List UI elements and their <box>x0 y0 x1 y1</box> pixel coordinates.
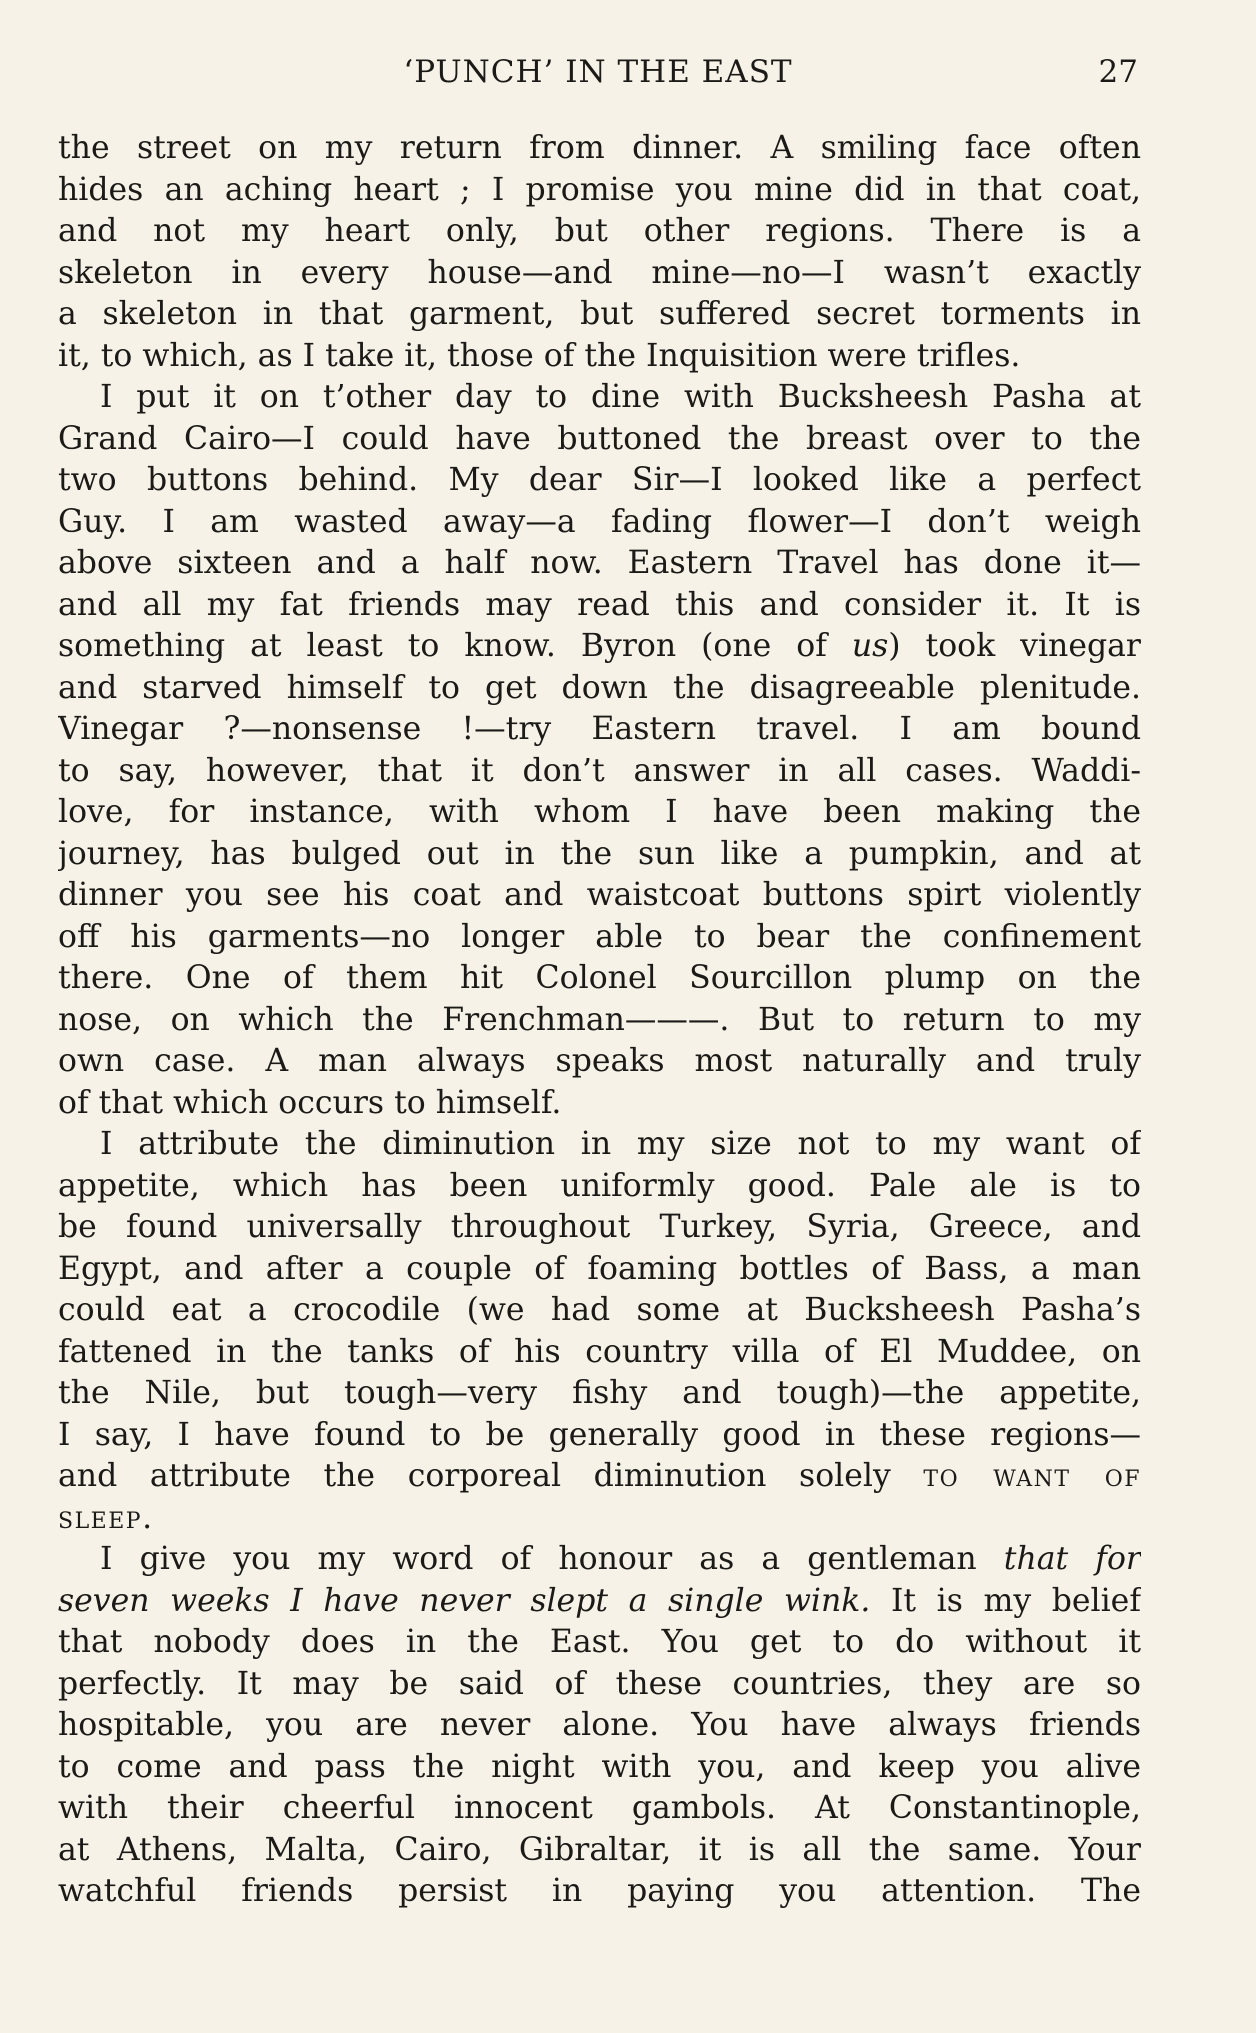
paragraph-start-line: I give you my word of honour as a gentleman that for <box>100 1541 1141 1577</box>
text-line: Egypt, and after a couple of foaming bottles of Bass, a man <box>58 1250 1141 1287</box>
text-line: fattened in the tanks of his country villa of El Muddee, on <box>58 1333 1141 1370</box>
body-text <box>58 128 1141 1913</box>
text-line: love, for instance, with whom I have been making the <box>58 794 1141 830</box>
text-line: and not my heart only, but other regions. There is a <box>58 213 1141 249</box>
text-line: own case. A man always speaks most naturally and truly <box>58 1043 1141 1079</box>
text-line: and attribute the corporeal diminution solely to want of <box>58 1458 1141 1494</box>
text-line: the Nile, but tough—very fishy and tough)—the appetite, <box>58 1375 1141 1411</box>
text-line: I say, I have found to be generally good in these regions— <box>58 1416 1141 1453</box>
text-line: appetite, which has been uniformly good. Pale ale is to <box>58 1167 1141 1204</box>
text-line: skeleton in every house—and mine—no—I wasn’t exactly <box>58 254 1141 291</box>
text-line: be found universally throughout Turkey, Syria, Greece, and <box>58 1209 1141 1245</box>
paragraph-start-line: I attribute the diminution in my size not to my want of <box>100 1126 1141 1162</box>
text-line: to come and pass the night with you, and keep you alive <box>58 1748 1141 1785</box>
text-line: above sixteen and a half now. Eastern Travel has done it— <box>58 545 1141 581</box>
paragraph-start-line: I put it on t’other day to dine with Bucksheesh Pasha at <box>100 379 1141 415</box>
text-line: something at least to know. Byron (one of us) took vinegar <box>58 628 1141 664</box>
text-line: a skeleton in that garment, but suffered secret torments in <box>58 296 1141 332</box>
text-line: it, to which, as I take it, those of the Inquisition were trifles. <box>58 337 1021 374</box>
text-line: and all my fat friends may read this and consider it. It is <box>58 586 1141 623</box>
smallcaps-want-of: to want of <box>923 1458 1141 1494</box>
italic-that-for: that for <box>1003 1541 1141 1577</box>
text-line: with their cheerful innocent gambols. At Constantinople, <box>58 1790 1141 1826</box>
page-header <box>58 50 1138 94</box>
smallcaps-sleep: sleep. <box>58 1499 154 1536</box>
text-line: Vinegar ?—nonsense !—try Eastern travel. I am bound <box>58 711 1141 747</box>
text-line: perfectly. It may be said of these countries, they are so <box>58 1665 1141 1702</box>
text-line: of that which occurs to himself. <box>58 1084 562 1121</box>
text-line: the street on my return from dinner. A smiling face often <box>58 130 1141 166</box>
text-line: nose, on which the Frenchman———. But to return to my <box>58 1001 1141 1038</box>
text-line: off his garments—no longer able to bear the confinement <box>58 918 1141 955</box>
text-line <box>58 1498 1141 1540</box>
text-line: dinner you see his coat and waistcoat buttons spirt violently <box>58 877 1141 913</box>
text-line: hides an aching heart ; I promise you mine did in that coat, <box>58 171 1141 208</box>
italic-seven-weeks: seven weeks I have never slept a single wink. <box>58 1582 871 1619</box>
page-number: 27 <box>1098 54 1138 90</box>
italic-us: us <box>851 628 889 664</box>
text-line: two buttons behind. My dear Sir—I looked like a perfect <box>58 462 1141 498</box>
text-line: to say, however, that it don’t answer in all cases. Waddi- <box>58 752 1141 789</box>
text-line: that nobody does in the East. You get to do without it <box>58 1624 1141 1660</box>
text-line: Guy. I am wasted away—a fading flower—I don’t weigh <box>58 503 1141 540</box>
text-line: could eat a crocodile (we had some at Bucksheesh Pasha’s <box>58 1292 1141 1328</box>
text-line: journey, has bulged out in the sun like a pumpkin, and at <box>58 835 1141 872</box>
text-line: hospitable, you are never alone. You have always friends <box>58 1707 1141 1743</box>
text-line: watchful friends persist in paying you attention. The <box>58 1873 1141 1909</box>
text-line: and starved himself to get down the disagreeable plenitude. <box>58 669 1141 706</box>
running-title: ‘PUNCH’ IN THE EAST <box>403 54 793 90</box>
text-line: there. One of them hit Colonel Sourcillon plump on the <box>58 960 1141 996</box>
text-line: at Athens, Malta, Cairo, Gibraltar, it is all the same. Your <box>58 1831 1141 1868</box>
text-line: Grand Cairo—I could have buttoned the breast over to the <box>58 420 1141 457</box>
text-line: seven weeks I have never slept a single wink. It is my belief <box>58 1582 1141 1619</box>
